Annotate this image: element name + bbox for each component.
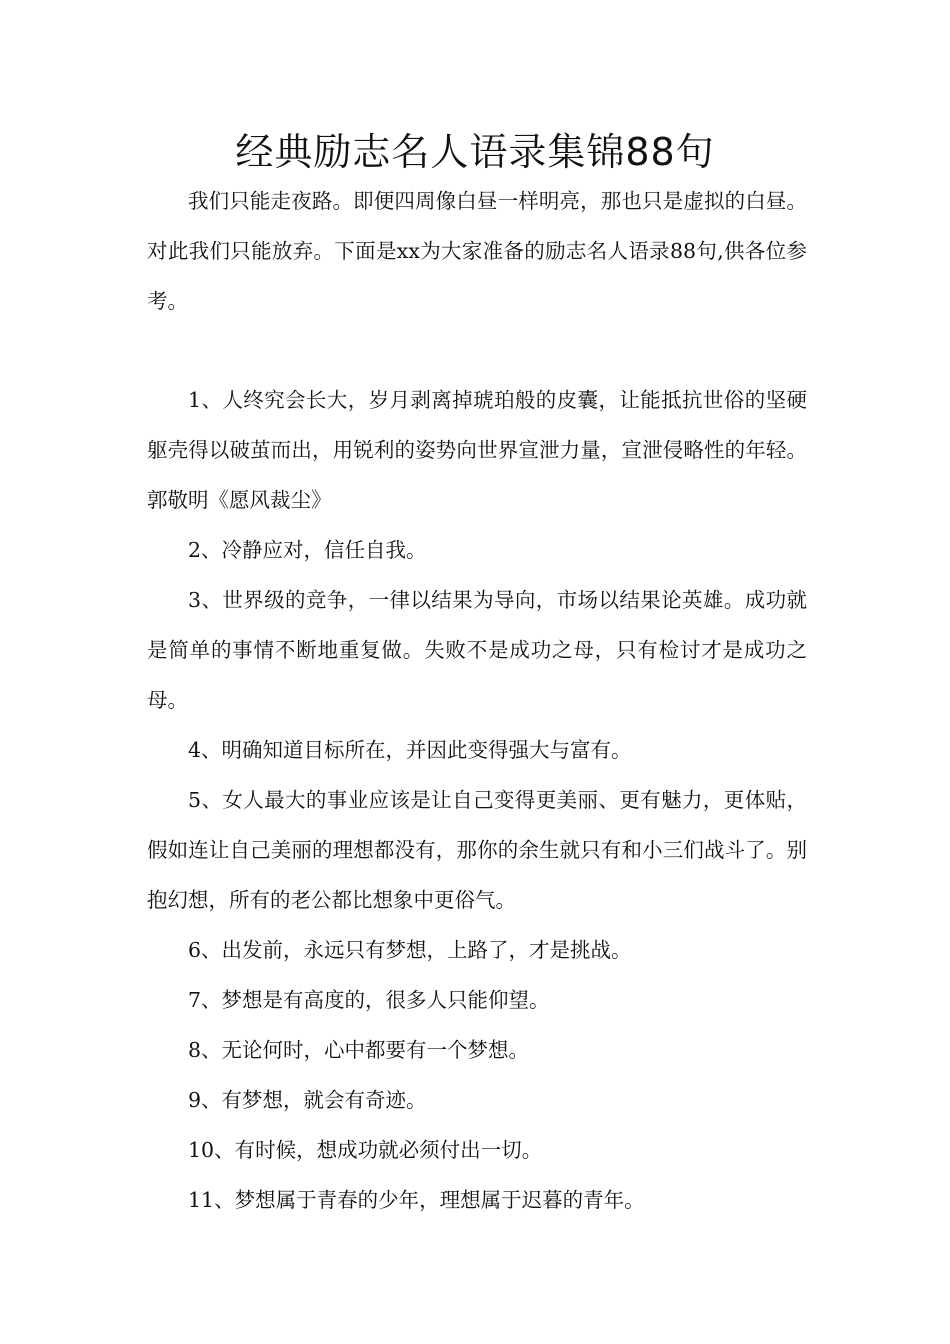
quote-item: 3、世界级的竞争，一律以结果为导向，市场以结果论英雄。成功就是简单的事情不断地重复做。失败不是成功之母，只有检讨才是成功之母。: [147, 588, 807, 712]
quote-item: 11、梦想属于青春的少年，理想属于迟暮的青年。: [188, 1188, 645, 1212]
quote-list: [147, 375, 807, 1225]
quote-item: 9、有梦想，就会有奇迹。: [188, 1088, 427, 1112]
quote-item: 5、女人最大的事业应该是让自己变得更美丽、更有魅力，更体贴，假如连让自己美丽的理想都没有，那你的余生就只有和小三们战斗了。别抱幻想，所有的老公都比想象中更俗气。: [147, 788, 807, 912]
quote-item: 4、明确知道目标所在，并因此变得强大与富有。: [188, 738, 632, 762]
quote-item: 6、出发前，永远只有梦想，上路了，才是挑战。: [188, 938, 632, 962]
quote-item: 1、人终究会长大，岁月剥离掉琥珀般的皮囊，让能抵抗世俗的坚硬躯壳得以破茧而出，用锐利的姿势向世界宣泄力量，宣泄侵略性的年轻。郭敬明《愿风裁尘》: [147, 388, 807, 512]
intro-section: [147, 176, 807, 326]
intro-paragraph: 我们只能走夜路。即便四周像白昼一样明亮，那也只是虚拟的白昼。对此我们只能放弃。下面是xx为大家准备的励志名人语录88句,供各位参考。: [147, 189, 807, 313]
quote-item: 2、冷静应对，信任自我。: [188, 538, 427, 562]
quote-item: 10、有时候，想成功就必须付出一切。: [188, 1138, 543, 1162]
quote-item: 8、无论何时，心中都要有一个梦想。: [188, 1038, 530, 1062]
document-title: 经典励志名人语录集锦88句: [235, 130, 715, 174]
quote-item: 7、梦想是有高度的，很多人只能仰望。: [188, 988, 550, 1012]
